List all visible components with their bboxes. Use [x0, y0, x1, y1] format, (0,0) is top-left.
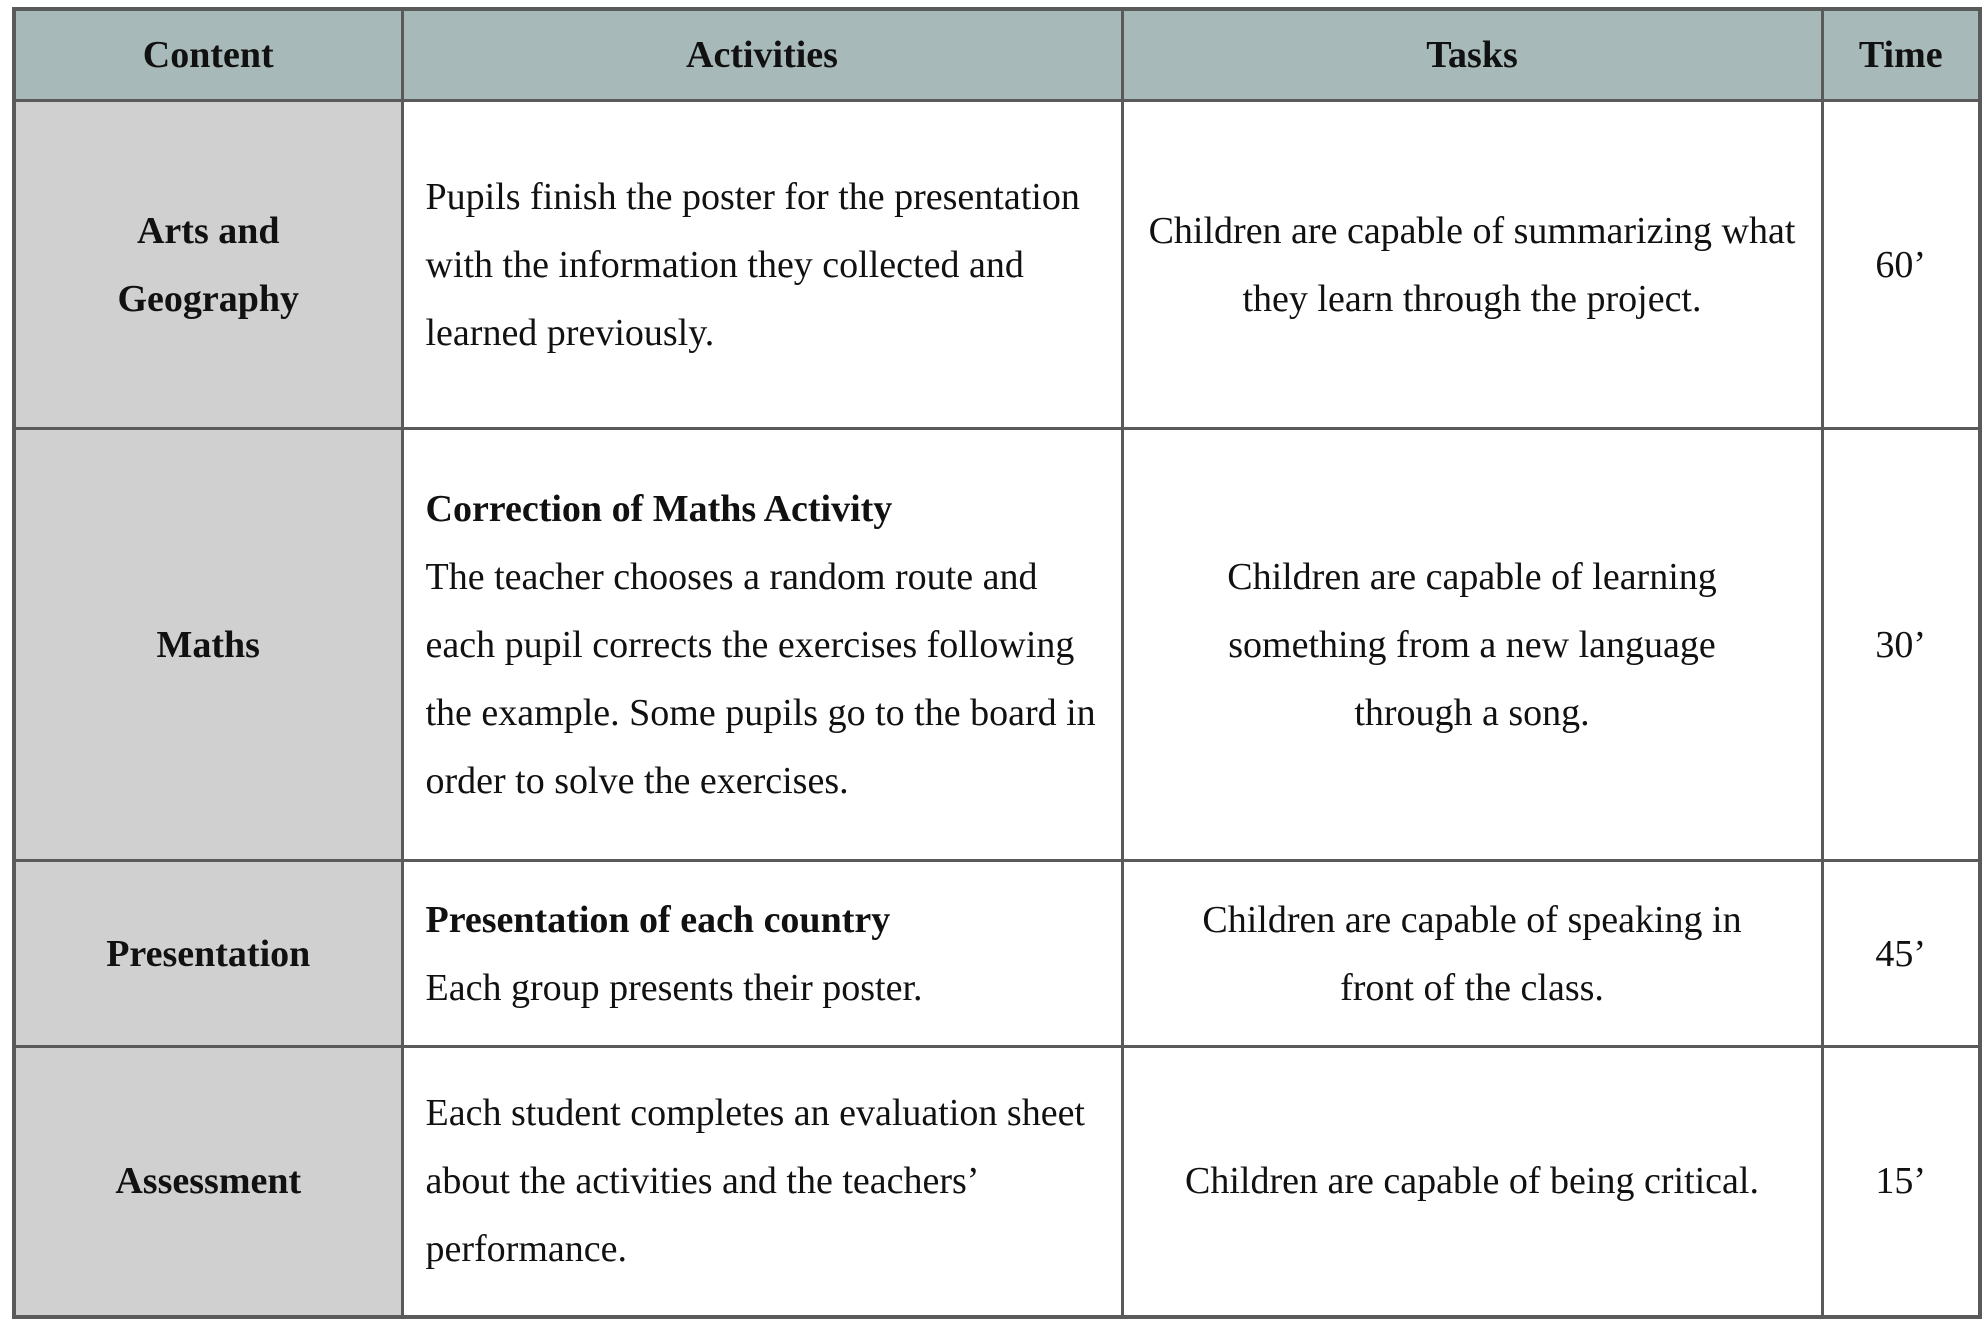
header-time: Time — [1822, 9, 1980, 101]
activity-cell — [402, 1047, 1122, 1317]
content-cell — [14, 101, 402, 429]
activity-cell — [402, 101, 1122, 429]
activity-text: Pupils finish the poster for the presentation with the information they collected and learned previously. — [425, 175, 1080, 354]
time-cell: 30’ — [1822, 429, 1980, 861]
task-cell — [1122, 101, 1822, 429]
task-text: Children are capable of being critical. — [1185, 1160, 1759, 1203]
content-cell — [14, 1047, 402, 1317]
content-label: Arts and Geography — [117, 209, 300, 320]
time-cell: 60’ — [1822, 101, 1980, 429]
table-header — [14, 9, 1980, 101]
activity-text: Each student completes an evaluation sheet about the activities and the teachers’ performance. — [425, 1092, 1085, 1271]
content-label: Presentation — [106, 932, 311, 975]
task-cell — [1122, 861, 1822, 1047]
activity-cell — [402, 429, 1122, 861]
content-label: Assessment — [115, 1160, 302, 1203]
header-row — [14, 9, 1980, 101]
task-text: Children are capable of speaking in front of the class. — [1202, 898, 1742, 1009]
activity-cell — [402, 861, 1122, 1047]
time-cell: 45’ — [1822, 861, 1980, 1047]
table-row — [14, 101, 1980, 429]
table-row — [14, 429, 1980, 861]
table-row — [14, 1047, 1980, 1317]
activity-text: Each group presents their poster. — [425, 966, 923, 1009]
content-cell — [14, 429, 402, 861]
header-tasks: Tasks — [1122, 9, 1822, 101]
table-body — [14, 101, 1980, 1317]
activity-title: Correction of Maths Activity — [425, 487, 893, 530]
header-activities: Activities — [402, 9, 1122, 101]
time-cell: 15’ — [1822, 1047, 1980, 1317]
content-label: Maths — [156, 623, 260, 666]
activity-text: The teacher chooses a random route and each pupil corrects the exercises following the example. Some pupils go to the board in order to solve the exercises. — [425, 555, 1096, 802]
task-text: Children are capable of summarizing what they learn through the project. — [1148, 209, 1796, 320]
task-cell — [1122, 429, 1822, 861]
lesson-plan-table — [12, 7, 1982, 1319]
activity-title: Presentation of each country — [425, 898, 891, 941]
content-cell — [14, 861, 402, 1047]
table-row — [14, 861, 1980, 1047]
task-text: Children are capable of learning something from a new language through a song. — [1227, 555, 1717, 734]
task-cell — [1122, 1047, 1822, 1317]
header-content: Content — [14, 9, 402, 101]
